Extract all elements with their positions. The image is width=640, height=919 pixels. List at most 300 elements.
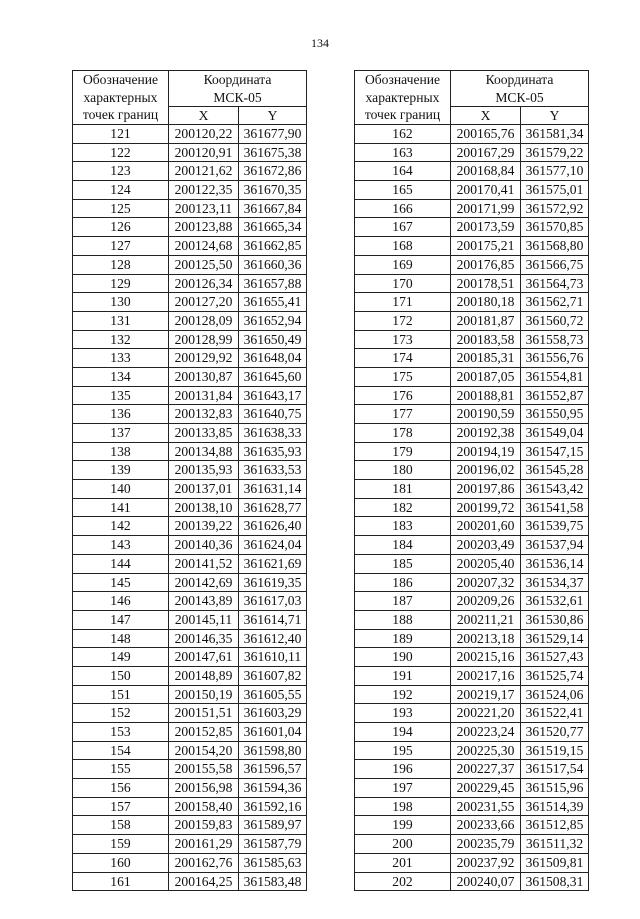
- y-coordinate: 361541,58: [521, 498, 589, 517]
- y-coordinate: 361529,14: [521, 629, 589, 648]
- table-row: [73, 181, 307, 200]
- y-coordinate: 361610,11: [239, 648, 307, 667]
- table-row: [355, 218, 589, 237]
- y-header: Y: [239, 107, 307, 125]
- x-coordinate: 200138,10: [169, 498, 239, 517]
- y-coordinate: 361667,84: [239, 199, 307, 218]
- x-coordinate: 200120,22: [169, 125, 239, 144]
- x-coordinate: 200141,52: [169, 554, 239, 573]
- point-number: 187: [355, 592, 451, 611]
- point-number: 188: [355, 610, 451, 629]
- x-coordinate: 200150,19: [169, 685, 239, 704]
- point-number: 126: [73, 218, 169, 237]
- x-header: X: [169, 107, 239, 125]
- x-coordinate: 200192,38: [451, 424, 521, 443]
- point-number: 157: [73, 797, 169, 816]
- x-coordinate: 200121,62: [169, 162, 239, 181]
- point-number: 182: [355, 498, 451, 517]
- y-coordinate: 361515,96: [521, 779, 589, 798]
- table-row: [355, 592, 589, 611]
- point-number: 186: [355, 573, 451, 592]
- point-number: 199: [355, 816, 451, 835]
- y-coordinate: 361655,41: [239, 293, 307, 312]
- table-row: [73, 143, 307, 162]
- y-coordinate: 361514,39: [521, 797, 589, 816]
- x-coordinate: 200162,76: [169, 853, 239, 872]
- y-coordinate: 361665,34: [239, 218, 307, 237]
- point-number: 146: [73, 592, 169, 611]
- point-number: 169: [355, 255, 451, 274]
- y-coordinate: 361607,82: [239, 666, 307, 685]
- x-coordinate: 200154,20: [169, 741, 239, 760]
- x-coordinate: 200235,79: [451, 835, 521, 854]
- y-coordinate: 361552,87: [521, 386, 589, 405]
- y-coordinate: 361670,35: [239, 181, 307, 200]
- point-number: 201: [355, 853, 451, 872]
- x-coordinate: 200131,84: [169, 386, 239, 405]
- y-coordinate: 361512,85: [521, 816, 589, 835]
- point-number: 183: [355, 517, 451, 536]
- x-coordinate: 200209,26: [451, 592, 521, 611]
- table-row: [73, 386, 307, 405]
- table-row: [73, 573, 307, 592]
- y-coordinate: 361614,71: [239, 610, 307, 629]
- y-coordinate: 361549,04: [521, 424, 589, 443]
- coordinates-table-right: [354, 70, 589, 891]
- coordinate-header-line-1: Координата: [203, 72, 272, 87]
- table-row: [355, 424, 589, 443]
- x-coordinate: 200185,31: [451, 349, 521, 368]
- point-number: 166: [355, 199, 451, 218]
- table-row: [73, 330, 307, 349]
- point-number: 121: [73, 125, 169, 144]
- table-row: [73, 816, 307, 835]
- coordinate-header: [169, 71, 307, 107]
- table-row: [355, 704, 589, 723]
- point-number: 133: [73, 349, 169, 368]
- point-number: 173: [355, 330, 451, 349]
- point-number: 167: [355, 218, 451, 237]
- y-coordinate: 361660,36: [239, 255, 307, 274]
- designation-header-line-3: точек границ: [82, 107, 159, 123]
- table-row: [355, 330, 589, 349]
- y-coordinate: 361624,04: [239, 536, 307, 555]
- table-row: [73, 853, 307, 872]
- x-coordinate: 200205,40: [451, 554, 521, 573]
- x-coordinate: 200152,85: [169, 723, 239, 742]
- y-coordinate: 361517,54: [521, 760, 589, 779]
- y-coordinate: 361564,73: [521, 274, 589, 293]
- table-row: [73, 498, 307, 517]
- table-row: [73, 480, 307, 499]
- point-number: 153: [73, 723, 169, 742]
- x-coordinate: 200217,16: [451, 666, 521, 685]
- point-number: 147: [73, 610, 169, 629]
- x-coordinate: 200146,35: [169, 629, 239, 648]
- table-row: [355, 723, 589, 742]
- x-coordinate: 200148,89: [169, 666, 239, 685]
- y-coordinate: 361579,22: [521, 143, 589, 162]
- y-coordinate: 361545,28: [521, 461, 589, 480]
- point-number: 141: [73, 498, 169, 517]
- table-row: [355, 162, 589, 181]
- table-row: [355, 199, 589, 218]
- table-row: [73, 666, 307, 685]
- y-coordinate: 361539,75: [521, 517, 589, 536]
- x-coordinate: 200194,19: [451, 442, 521, 461]
- table-row: [73, 274, 307, 293]
- point-number: 174: [355, 349, 451, 368]
- table-row: [73, 442, 307, 461]
- x-coordinate: 200178,51: [451, 274, 521, 293]
- point-number: 144: [73, 554, 169, 573]
- x-coordinate: 200158,40: [169, 797, 239, 816]
- point-number: 137: [73, 424, 169, 443]
- y-coordinate: 361547,15: [521, 442, 589, 461]
- y-coordinate: 361631,14: [239, 480, 307, 499]
- y-coordinate: 361525,74: [521, 666, 589, 685]
- table-row: [73, 648, 307, 667]
- coordinate-header: [451, 71, 589, 107]
- point-number: 145: [73, 573, 169, 592]
- y-coordinate: 361621,69: [239, 554, 307, 573]
- x-coordinate: 200123,11: [169, 199, 239, 218]
- point-number: 165: [355, 181, 451, 200]
- table-row: [355, 760, 589, 779]
- table-row: [73, 610, 307, 629]
- y-coordinate: 361537,94: [521, 536, 589, 555]
- y-coordinate: 361601,04: [239, 723, 307, 742]
- x-coordinate: 200176,85: [451, 255, 521, 274]
- table-row: [355, 498, 589, 517]
- x-coordinate: 200180,18: [451, 293, 521, 312]
- x-coordinate: 200128,09: [169, 311, 239, 330]
- point-number: 172: [355, 311, 451, 330]
- designation-header: [355, 71, 451, 125]
- y-coordinate: 361550,95: [521, 405, 589, 424]
- y-coordinate: 361522,41: [521, 704, 589, 723]
- table-row: [355, 461, 589, 480]
- x-coordinate: 200199,72: [451, 498, 521, 517]
- table-row: [355, 480, 589, 499]
- point-number: 124: [73, 181, 169, 200]
- designation-header-line-2: характерных: [365, 89, 440, 105]
- table-row: [355, 181, 589, 200]
- table-row: [355, 872, 589, 891]
- point-number: 129: [73, 274, 169, 293]
- table-row: [355, 816, 589, 835]
- point-number: 164: [355, 162, 451, 181]
- x-coordinate: 200129,92: [169, 349, 239, 368]
- table-row: [355, 386, 589, 405]
- point-number: 127: [73, 237, 169, 256]
- point-number: 197: [355, 779, 451, 798]
- point-number: 138: [73, 442, 169, 461]
- table-row: [73, 592, 307, 611]
- y-coordinate: 361619,35: [239, 573, 307, 592]
- x-coordinate: 200127,20: [169, 293, 239, 312]
- x-coordinate: 200161,29: [169, 835, 239, 854]
- y-coordinate: 361648,04: [239, 349, 307, 368]
- y-coordinate: 361519,15: [521, 741, 589, 760]
- table-row: [73, 293, 307, 312]
- table-row: [355, 648, 589, 667]
- table-row: [355, 405, 589, 424]
- table-row: [73, 517, 307, 536]
- point-number: 171: [355, 293, 451, 312]
- point-number: 136: [73, 405, 169, 424]
- coordinate-header-line-2: МСК-05: [213, 89, 262, 105]
- x-coordinate: 200227,37: [451, 760, 521, 779]
- y-coordinate: 361672,86: [239, 162, 307, 181]
- point-number: 150: [73, 666, 169, 685]
- table-row: [355, 125, 589, 144]
- point-number: 132: [73, 330, 169, 349]
- y-coordinate: 361638,33: [239, 424, 307, 443]
- point-number: 149: [73, 648, 169, 667]
- y-coordinate: 361585,63: [239, 853, 307, 872]
- point-number: 151: [73, 685, 169, 704]
- point-number: 185: [355, 554, 451, 573]
- y-coordinate: 361643,17: [239, 386, 307, 405]
- x-coordinate: 200126,34: [169, 274, 239, 293]
- y-coordinate: 361524,06: [521, 685, 589, 704]
- table-row: [73, 872, 307, 891]
- y-coordinate: 361532,61: [521, 592, 589, 611]
- y-coordinate: 361556,76: [521, 349, 589, 368]
- y-coordinate: 361527,43: [521, 648, 589, 667]
- table-row: [73, 461, 307, 480]
- point-number: 154: [73, 741, 169, 760]
- table-row: [355, 536, 589, 555]
- x-coordinate: 200170,41: [451, 181, 521, 200]
- x-coordinate: 200145,11: [169, 610, 239, 629]
- x-coordinate: 200183,58: [451, 330, 521, 349]
- y-coordinate: 361598,80: [239, 741, 307, 760]
- table-row: [73, 797, 307, 816]
- table-row: [355, 311, 589, 330]
- x-coordinate: 200231,55: [451, 797, 521, 816]
- x-coordinate: 200130,87: [169, 367, 239, 386]
- point-number: 168: [355, 237, 451, 256]
- point-number: 191: [355, 666, 451, 685]
- table-row: [73, 685, 307, 704]
- x-coordinate: 200167,29: [451, 143, 521, 162]
- table-row: [355, 143, 589, 162]
- y-coordinate: 361520,77: [521, 723, 589, 742]
- y-coordinate: 361628,77: [239, 498, 307, 517]
- table-row: [73, 199, 307, 218]
- point-number: 143: [73, 536, 169, 555]
- y-coordinate: 361640,75: [239, 405, 307, 424]
- y-coordinate: 361581,34: [521, 125, 589, 144]
- x-coordinate: 200151,51: [169, 704, 239, 723]
- x-coordinate: 200225,30: [451, 741, 521, 760]
- point-number: 156: [73, 779, 169, 798]
- point-number: 190: [355, 648, 451, 667]
- y-coordinate: 361560,72: [521, 311, 589, 330]
- point-number: 159: [73, 835, 169, 854]
- y-coordinate: 361605,55: [239, 685, 307, 704]
- y-coordinate: 361558,73: [521, 330, 589, 349]
- x-coordinate: 200203,49: [451, 536, 521, 555]
- point-number: 160: [73, 853, 169, 872]
- table-row: [73, 218, 307, 237]
- table-row: [355, 367, 589, 386]
- x-coordinate: 200147,61: [169, 648, 239, 667]
- designation-header-line-2: характерных: [83, 89, 158, 105]
- table-row: [73, 835, 307, 854]
- y-coordinate: 361530,86: [521, 610, 589, 629]
- table-row: [355, 610, 589, 629]
- x-coordinate: 200142,69: [169, 573, 239, 592]
- y-coordinate: 361657,88: [239, 274, 307, 293]
- table-row: [73, 125, 307, 144]
- y-header: Y: [521, 107, 589, 125]
- x-coordinate: 200181,87: [451, 311, 521, 330]
- x-coordinate: 200213,18: [451, 629, 521, 648]
- x-coordinate: 200140,36: [169, 536, 239, 555]
- point-number: 125: [73, 199, 169, 218]
- y-coordinate: 361633,53: [239, 461, 307, 480]
- point-number: 176: [355, 386, 451, 405]
- x-coordinate: 200240,07: [451, 872, 521, 891]
- point-number: 192: [355, 685, 451, 704]
- table-row: [73, 367, 307, 386]
- point-number: 181: [355, 480, 451, 499]
- point-number: 161: [73, 872, 169, 891]
- table-row: [73, 349, 307, 368]
- y-coordinate: 361572,92: [521, 199, 589, 218]
- table-row: [355, 573, 589, 592]
- x-coordinate: 200120,91: [169, 143, 239, 162]
- table-row: [73, 723, 307, 742]
- table-row: [73, 536, 307, 555]
- y-coordinate: 361645,60: [239, 367, 307, 386]
- y-coordinate: 361596,57: [239, 760, 307, 779]
- y-coordinate: 361594,36: [239, 779, 307, 798]
- table-row: [355, 442, 589, 461]
- x-coordinate: 200124,68: [169, 237, 239, 256]
- x-coordinate: 200211,21: [451, 610, 521, 629]
- x-coordinate: 200229,45: [451, 779, 521, 798]
- page-number: 134: [311, 36, 329, 50]
- point-number: 170: [355, 274, 451, 293]
- y-coordinate: 361589,97: [239, 816, 307, 835]
- coordinate-header-line-1: Координата: [485, 72, 554, 87]
- y-coordinate: 361592,16: [239, 797, 307, 816]
- x-coordinate: 200219,17: [451, 685, 521, 704]
- x-coordinate: 200155,58: [169, 760, 239, 779]
- y-coordinate: 361612,40: [239, 629, 307, 648]
- point-number: 179: [355, 442, 451, 461]
- y-coordinate: 361566,75: [521, 255, 589, 274]
- point-number: 152: [73, 704, 169, 723]
- point-number: 128: [73, 255, 169, 274]
- x-coordinate: 200196,02: [451, 461, 521, 480]
- designation-header-line-1: Обозначение: [364, 72, 441, 88]
- table-row: [355, 629, 589, 648]
- point-number: 184: [355, 536, 451, 555]
- y-coordinate: 361650,49: [239, 330, 307, 349]
- x-coordinate: 200207,32: [451, 573, 521, 592]
- y-coordinate: 361575,01: [521, 181, 589, 200]
- point-number: 122: [73, 143, 169, 162]
- point-number: 194: [355, 723, 451, 742]
- designation-header: [73, 71, 169, 125]
- coordinate-header-line-2: МСК-05: [495, 89, 544, 105]
- point-number: 180: [355, 461, 451, 480]
- x-coordinate: 200143,89: [169, 592, 239, 611]
- x-header: X: [451, 107, 521, 125]
- table-row: [73, 162, 307, 181]
- table-row: [73, 237, 307, 256]
- x-coordinate: 200201,60: [451, 517, 521, 536]
- point-number: 178: [355, 424, 451, 443]
- point-number: 177: [355, 405, 451, 424]
- x-coordinate: 200159,83: [169, 816, 239, 835]
- x-coordinate: 200173,59: [451, 218, 521, 237]
- x-coordinate: 200128,99: [169, 330, 239, 349]
- y-coordinate: 361662,85: [239, 237, 307, 256]
- y-coordinate: 361543,42: [521, 480, 589, 499]
- table-row: [355, 797, 589, 816]
- x-coordinate: 200123,88: [169, 218, 239, 237]
- x-coordinate: 200190,59: [451, 405, 521, 424]
- x-coordinate: 200134,88: [169, 442, 239, 461]
- point-number: 162: [355, 125, 451, 144]
- x-coordinate: 200221,20: [451, 704, 521, 723]
- x-coordinate: 200187,05: [451, 367, 521, 386]
- x-coordinate: 200223,24: [451, 723, 521, 742]
- x-coordinate: 200156,98: [169, 779, 239, 798]
- table-row: [355, 779, 589, 798]
- point-number: 123: [73, 162, 169, 181]
- y-coordinate: 361508,31: [521, 872, 589, 891]
- point-number: 155: [73, 760, 169, 779]
- x-coordinate: 200233,66: [451, 816, 521, 835]
- x-coordinate: 200137,01: [169, 480, 239, 499]
- table-row: [355, 349, 589, 368]
- table-row: [73, 405, 307, 424]
- y-coordinate: 361677,90: [239, 125, 307, 144]
- y-coordinate: 361652,94: [239, 311, 307, 330]
- x-coordinate: 200132,83: [169, 405, 239, 424]
- table-row: [355, 685, 589, 704]
- point-number: 158: [73, 816, 169, 835]
- y-coordinate: 361562,71: [521, 293, 589, 312]
- x-coordinate: 200139,22: [169, 517, 239, 536]
- y-coordinate: 361536,14: [521, 554, 589, 573]
- table-row: [355, 517, 589, 536]
- x-coordinate: 200175,21: [451, 237, 521, 256]
- table-row: [73, 554, 307, 573]
- point-number: 139: [73, 461, 169, 480]
- designation-header-line-3: точек границ: [364, 107, 441, 123]
- x-coordinate: 200125,50: [169, 255, 239, 274]
- point-number: 131: [73, 311, 169, 330]
- table-row: [73, 311, 307, 330]
- point-number: 198: [355, 797, 451, 816]
- point-number: 134: [73, 367, 169, 386]
- point-number: 196: [355, 760, 451, 779]
- table-row: [73, 255, 307, 274]
- y-coordinate: 361570,85: [521, 218, 589, 237]
- table-row: [73, 779, 307, 798]
- table-row: [355, 853, 589, 872]
- table-row: [73, 704, 307, 723]
- y-coordinate: 361617,03: [239, 592, 307, 611]
